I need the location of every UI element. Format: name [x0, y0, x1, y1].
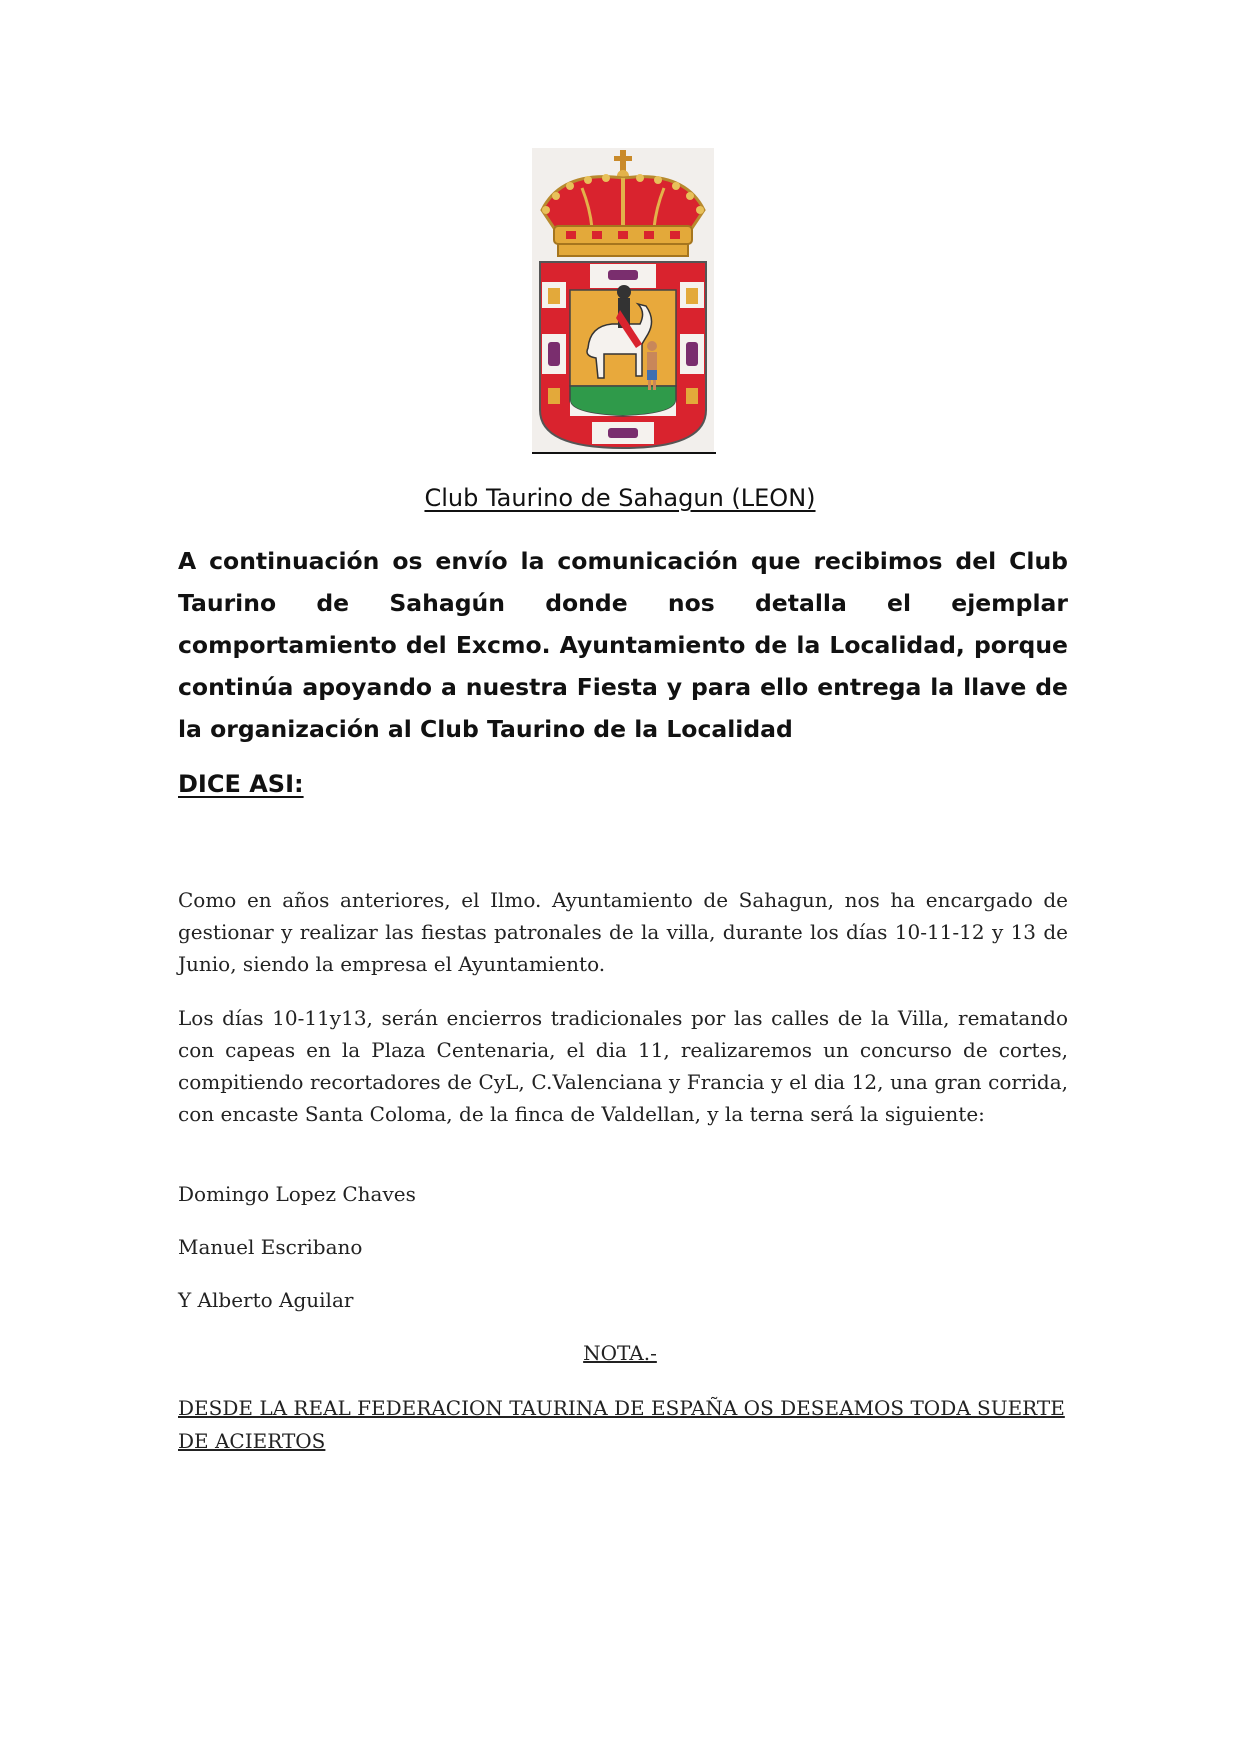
intro-paragraph: A continuación os envío la comunicación que recibimos del Club Taurino de Sahagún donde nos detalla el ejemplar comportamiento del Excmo. Ayuntamiento de la Localidad, porque continúa apoyando a nuestra Fiesta y para ello entrega la llave de la organización al Club Taurino de la Localidad	[178, 547, 1068, 743]
crest-underline	[532, 452, 716, 454]
letter-paragraph-1: Como en años anteriores, el Ilmo. Ayuntamiento de Sahagun, nos ha encargado de gestionar y realizar las fiestas patronales de la villa, durante los días 10-11-12 y 13 de Junio, siendo la empresa el Ayuntamiento.	[178, 888, 1068, 976]
nota-text: DESDE LA REAL FEDERACION TAURINA DE ESPAÑA OS DESEAMOS TODA SUERTE DE ACIERTOS	[178, 1396, 1065, 1453]
bullfighter-name: Manuel Escribano	[178, 1235, 363, 1259]
coat-of-arms-icon	[532, 148, 714, 452]
nota-heading: NOTA.-	[583, 1341, 657, 1365]
letter-paragraph-2: Los días 10-11y13, serán encierros tradicionales por las calles de la Villa, rematando con capeas en la Plaza Centenaria, el dia 11, realizaremos un concurso de cortes, compitiendo recortadores de CyL, C.Valenciana y Francia y el dia 12, una gran corrida, con encaste Santa Coloma, de la finca de Valdellan, y la terna será la siguiente:	[178, 1006, 1068, 1126]
bullfighter-name: Y Alberto Aguilar	[178, 1288, 354, 1312]
section-heading-dice-asi: DICE ASI:	[178, 770, 304, 798]
page-title: Club Taurino de Sahagun (LEON)	[424, 484, 816, 512]
bullfighter-name: Domingo Lopez Chaves	[178, 1182, 416, 1206]
